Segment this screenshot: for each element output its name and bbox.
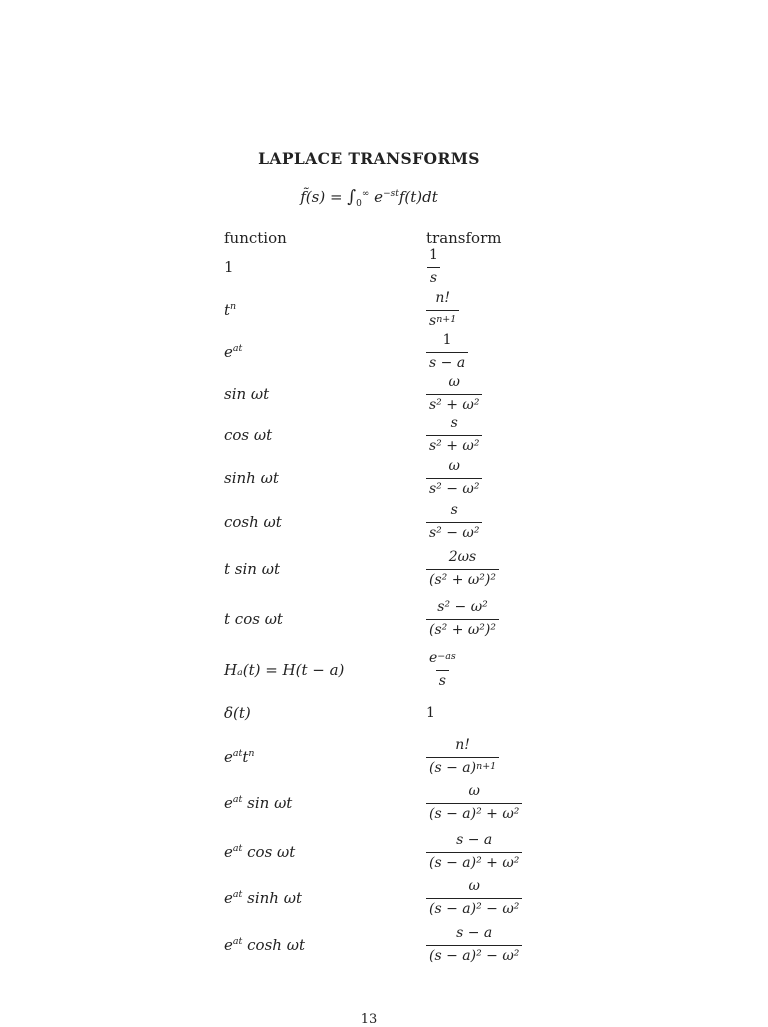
transform-cell [426, 780, 522, 826]
integrand-exponent: −st [383, 189, 399, 199]
transform-cell [426, 329, 468, 375]
transform-fraction: $\frac{\omega}{\text{(s − a)² + ω²}}$ [426, 783, 522, 823]
function-cell: sin ωt [224, 385, 270, 403]
integrand-base: e [374, 188, 384, 206]
transform-fraction: $\frac{1}{s - a}$ [426, 332, 468, 372]
transform-cell [426, 829, 522, 875]
function-cell: cosh ωt [224, 513, 282, 531]
table-row [0, 412, 768, 458]
transform-cell [426, 922, 522, 968]
table-row [0, 734, 768, 780]
transform-cell [426, 734, 499, 780]
column-header-transform: transform [426, 229, 502, 247]
transform-fraction: $\frac{s}{\text{s² + ω²}}$ [426, 415, 482, 455]
function-cell: δ(t) [224, 704, 251, 722]
transform-fraction: $\frac{n!}{(s - a)^{n+1}}$ [426, 737, 499, 777]
function-cell: e $^{at}$ cos ωt [224, 843, 296, 861]
transform-cell [426, 371, 482, 417]
transform-fraction: $\frac{\omega}{\text{s² − ω²}}$ [426, 458, 482, 498]
table-row [0, 287, 768, 333]
transform-fraction: $\frac{\omega}{\text{s² + ω²}}$ [426, 374, 482, 414]
transform-cell [426, 875, 522, 921]
function-cell: e $^{at}$ sin ωt [224, 794, 293, 812]
transform-fraction: $\frac{s}{\text{s² − ω²}}$ [426, 502, 482, 542]
table-row [0, 244, 768, 290]
table-row [0, 829, 768, 875]
transform-fraction: $\frac{1}{s}$ [426, 247, 441, 287]
function-cell: sinh ωt [224, 469, 279, 487]
table-row [0, 499, 768, 545]
table-row [0, 455, 768, 501]
function-cell: cos ωt [224, 426, 273, 444]
function-cell: e $^{at}$ sinh ωt [224, 889, 302, 907]
page-number: 13 [360, 1012, 378, 1027]
function-cell: Hₐ(t) = H(t − a) [224, 661, 345, 679]
function-cell: e $^{at}$ [224, 343, 243, 361]
transform-cell [426, 455, 482, 501]
transform-fraction: $\frac{2\omega s}{\text{(s² + ω²)²}}$ [426, 549, 499, 589]
integral-upper-limit: ∞ [361, 189, 370, 199]
integrand-rest: f(t)dt [398, 188, 438, 206]
transform-cell [426, 287, 459, 333]
table-row [0, 875, 768, 921]
transform-fraction: $\frac{\omega}{\text{(s − a)² − ω²}}$ [426, 878, 522, 918]
laplace-definition [0, 187, 738, 209]
transform-cell [426, 596, 499, 642]
function-cell: t sin ωt [224, 560, 280, 578]
table-row [0, 596, 768, 642]
table-row [0, 922, 768, 968]
table-row [0, 647, 768, 693]
transform-cell [426, 499, 482, 545]
transform-cell [426, 546, 499, 592]
function-cell: t $^n$ [224, 301, 237, 319]
table-row [0, 371, 768, 417]
transform-fraction: $\frac{s - a}{\text{(s − a)² − ω²}}$ [426, 925, 522, 965]
function-cell: t cos ωt [224, 610, 283, 628]
table-row [0, 329, 768, 375]
transform-cell: 1 [426, 705, 435, 721]
function-cell: e $^{at}$ cosh ωt [224, 936, 305, 954]
column-header-function: function [224, 229, 287, 247]
transform-fraction: $\frac{e^{-as}}{s}$ [429, 650, 456, 689]
transform-fraction: $\frac{n!}{s^{n+1}}$ [426, 290, 459, 330]
transform-cell [426, 412, 482, 458]
integral-sign: ∫ [347, 187, 357, 207]
function-cell: e $^{at}$ t $^n$ [224, 748, 255, 766]
definition-lhs: f̃(s) = [300, 188, 343, 206]
page-title: LAPLACE TRANSFORMS [258, 149, 480, 168]
transform-fraction: $\frac{s - a}{\text{(s − a)² + ω²}}$ [426, 832, 522, 872]
function-cell: 1 [224, 258, 234, 276]
integral-lower-limit: 0 [356, 199, 362, 209]
transform-cell [426, 647, 459, 693]
table-row [0, 546, 768, 592]
transform-fraction: $\frac{\text{s² − ω²}}{\text{(s² + ω²)²}}$ [426, 599, 499, 639]
table-row [0, 690, 768, 736]
table-row [0, 780, 768, 826]
transform-cell [426, 244, 441, 290]
